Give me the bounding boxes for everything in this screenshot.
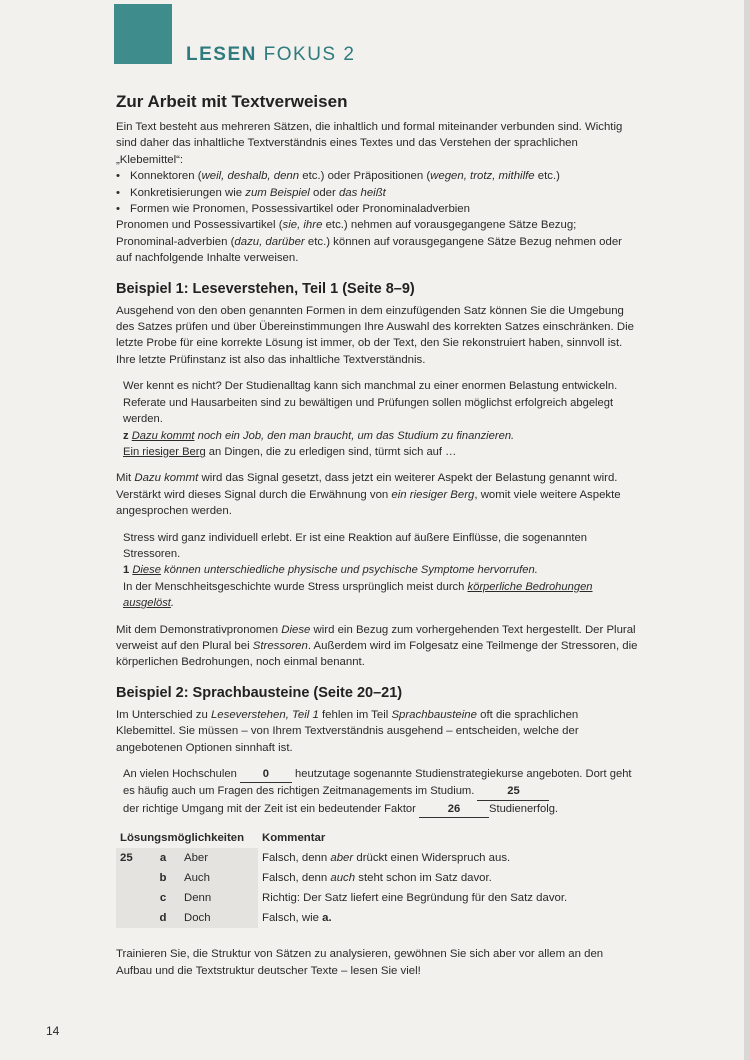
example2-inserted-sentence: 1 Diese können unterschiedliche physische und psychische Symptome hervorrufen.	[123, 564, 538, 577]
example1-following-sentence: Ein riesiger Berg an Dingen, die zu erledigen sind, türmt sich auf …	[123, 445, 457, 458]
gap-text-box	[123, 766, 638, 818]
example2-text-box	[123, 530, 638, 612]
example2-following-sentence: In der Menschheitsgeschichte wurde Stress ursprünglich meist durch körperliche Bedrohungen ausgelöst.	[123, 580, 593, 610]
example3-title: Beispiel 2: Sprachbausteine (Seite 20–21)	[116, 684, 403, 701]
table-header-row	[116, 828, 571, 848]
header-options: Lösungsmöglichkeiten	[120, 832, 245, 845]
example2-sample-text: Stress wird ganz individuell erlebt. Er ist eine Reaktion auf äußere Einflüsse, die sogenannten Stressoren.	[123, 531, 587, 560]
example3-intro: Im Unterschied zu Leseverstehen, Teil 1 fehlen im Teil Sprachbausteine oft die sprachlichen Klebemittel. Sie müssen – von Ihrem Textverständnis ausgehend – entscheiden, welche der angebotenen Optionen sinnhaft ist.	[116, 708, 579, 754]
example1-text-box	[123, 378, 638, 460]
example1-title: Beispiel 1: Leseverstehen, Teil 1 (Seite 8–9)	[116, 280, 415, 297]
example1-intro: Ausgehend von den oben genannten Formen in dem einzufügenden Satz können Sie die Umgebung des Satzes prüfen und über Übereinstimmungen Ihre Auswahl des korrekten Satzes einschränken. Die letzte Probe für eine korrekte Lösung ist immer, ob der Text, den Sie rekonstruiert haben, sinnvoll ist. Ihre letzte Prüfinstanz ist also das inhaltliche Textverständnis.	[116, 304, 634, 366]
closing-paragraph: Trainieren Sie, die Struktur von Sätzen zu analysieren, gewöhnen Sie sich aber vor allem an den Aufbau und die Textstruktur deutscher Texte – lesen Sie viel!	[116, 948, 604, 977]
page-edge	[744, 0, 750, 1060]
bullet-list	[116, 168, 638, 217]
chapter-color-block	[114, 4, 172, 64]
gap-text: An vielen Hochschulen 0 heutzutage sogenannte Studienstrategiekurse angeboten. Dort geht es häufig auch um Fragen des richtigen Zeitmanagements im Studium. 25 der richtige Umgang mit der Zeit ist ein bedeutender Faktor 26 Studienerfolg.	[123, 766, 638, 818]
example2-explanation: Mit dem Demonstrativpronomen Diese wird ein Bezug zum vorhergehenden Text hergestellt. Der Plural verweist auf den Plural bei Stressoren. Außerdem wird im Folgesatz eine Teilmenge der Stressoren, die körperlichen Bedrohungen, noch einmal benannt.	[116, 623, 638, 669]
table-row: b Auch Falsch, denn auch steht schon im Satz davor.	[116, 868, 571, 888]
gap-25: 25	[477, 783, 549, 800]
page-number: 14	[46, 1024, 60, 1038]
pronoun-paragraph: Pronomen und Possessivartikel (sie, ihre etc.) nehmen auf vorausgegangene Sätze Bezug; Pronominal-adverbien (dazu, darüber etc.) können auf vorausgegangene Sätze Bezug nehmen oder auf nachfolgende Inhalte verweisen.	[116, 219, 622, 265]
header-title-rest: FOKUS 2	[256, 44, 356, 65]
example1-inserted-sentence: z Dazu kommt noch ein Job, den man braucht, um das Studium zu finanzieren.	[123, 429, 515, 442]
header-title-bold: LESEN	[186, 44, 257, 65]
page-content	[116, 92, 638, 979]
gap-0: 0	[240, 766, 292, 783]
table-row: 25 a Aber Falsch, denn aber drückt einen Widerspruch aus.	[116, 848, 571, 868]
bullet-item: • Konnektoren (weil, deshalb, denn etc.) oder Präpositionen (wegen, trotz, mithilfe etc.)	[116, 168, 638, 184]
section-title: Zur Arbeit mit Textverweisen	[116, 92, 348, 111]
chapter-header	[186, 44, 355, 66]
gap-26: 26	[419, 801, 489, 818]
intro-paragraph: Ein Text besteht aus mehreren Sätzen, die inhaltlich und formal miteinander verbunden sind. Wichtig sind daher das inhaltliche Textverständnis eines Textes und das Verstehen der sprachlichen „Klebemittel“:	[116, 121, 623, 166]
bullet-item: • Formen wie Pronomen, Possessivartikel oder Pronominaladverbien	[116, 201, 638, 217]
bullet-item: • Konkretisierungen wie zum Beispiel oder das heißt	[116, 185, 638, 201]
table-row: d Doch Falsch, wie a.	[116, 908, 571, 928]
table-row: c Denn Richtig: Der Satz liefert eine Begründung für den Satz davor.	[116, 888, 571, 908]
example1-sample-text: Wer kennt es nicht? Der Studienalltag kann sich manchmal zu einer enormen Belastung entwickeln. Referate und Hausarbeiten sind zu bewältigen und Prüfungen sollen möglichst erfolgreich abgelegt werden.	[123, 380, 618, 426]
header-comment: Kommentar	[262, 832, 326, 845]
example1-explanation: Mit Dazu kommt wird das Signal gesetzt, dass jetzt ein weiterer Aspekt der Belastung genannt wird. Verstärkt wird dieses Signal durch die Erwähnung von ein riesiger Berg, womit viele weitere Aspekte angesprochen werden.	[116, 472, 621, 518]
options-table	[116, 828, 571, 928]
